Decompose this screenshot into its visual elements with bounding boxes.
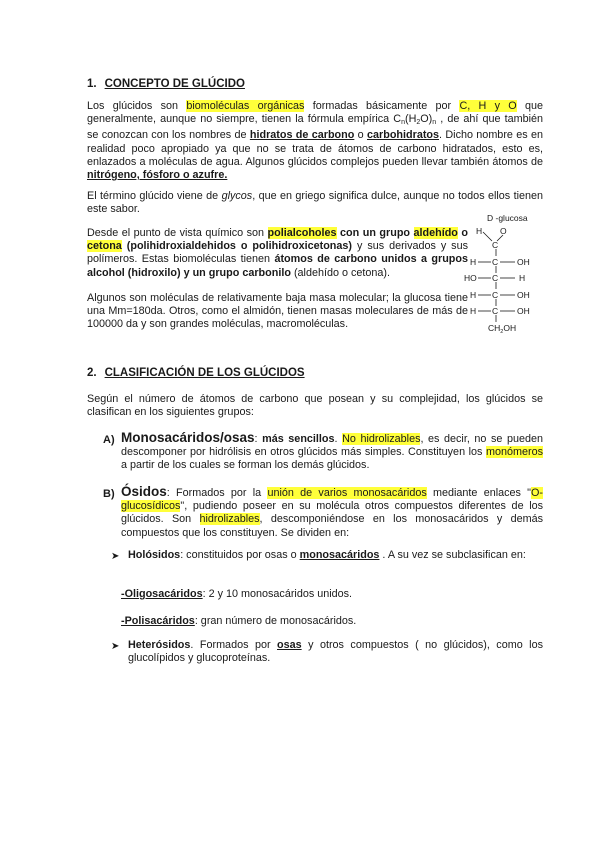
atom-h-3: H	[519, 273, 526, 283]
term-monosacaridos: Monosacáridos/osas	[121, 430, 255, 445]
text: : Formados por la	[166, 487, 268, 499]
highlight-chy: C, H y O	[459, 100, 517, 112]
term-osas: osas	[277, 639, 302, 651]
atom-ch2oh	[488, 323, 516, 335]
term-carbohidratos: carbohidratos	[367, 129, 440, 142]
text: : 2 y 10 monosacáridos unidos.	[202, 588, 353, 600]
paragraph-classification-intro: Según el número de átomos de carbono que posean y su complejidad, los glúcidos se clasifican en los siguientes grupos:	[87, 393, 543, 419]
arrow-bullet-icon: ➤	[111, 551, 120, 562]
atom-c3: C	[492, 273, 499, 283]
text: Desde el punto de vista químico son	[87, 227, 268, 239]
paragraph-definition	[87, 100, 543, 182]
text: (polihidroxialdehidos o polihidroxicetonas)	[121, 240, 353, 253]
item-b-label: B)	[103, 488, 115, 500]
highlight-hidrolizables: hidrolizables	[199, 513, 260, 526]
atom-h-2: H	[470, 257, 477, 267]
section-1-title: CONCEPTO DE GLÚCIDO	[104, 78, 245, 90]
text: : constituidos por osas o	[180, 549, 300, 561]
item-a-monosacaridos	[121, 431, 543, 473]
ch2oh-oh: OH	[503, 323, 517, 333]
term-nitrogeno: nitrógeno, fósforo o azufre.	[87, 169, 228, 182]
text: mediante enlaces "	[426, 487, 532, 499]
text: Los glúcidos son	[87, 100, 187, 112]
term-holosidos: Holósidos	[128, 549, 181, 561]
atom-c2: C	[492, 257, 499, 267]
term-hidratos: hidratos de carbono	[249, 129, 355, 142]
atom-oh-2: OH	[517, 257, 530, 267]
text: y otros compuestos ( no glúcidos), como los glucolípidos y glucoproteínas.	[128, 639, 543, 665]
text: , es decir, no se pueden descomponer por hidrólisis en otros glúcidos más simples. Constituyen los	[121, 433, 543, 459]
ch2oh-sub: 2	[500, 329, 504, 335]
text: , de ahí que también se conozcan con los nombres de	[87, 113, 543, 142]
atom-h-4: H	[470, 290, 477, 300]
bond	[483, 232, 492, 241]
text: o	[457, 227, 468, 239]
subscript: 2	[416, 119, 421, 127]
text: (H	[404, 113, 417, 126]
glucose-figure-title: D -glucosa	[487, 213, 528, 223]
atom-o-top: O	[500, 226, 507, 236]
highlight-union: unión de varios monosacáridos	[267, 487, 427, 499]
highlight-no-hidrolizables: No hidrolizables	[342, 433, 421, 445]
highlight-cetona: cetona	[87, 240, 122, 253]
atom-oh-4: OH	[517, 290, 530, 300]
text: :	[254, 433, 263, 445]
text: o	[354, 129, 368, 142]
term-monosacaridos-link: monosacáridos	[299, 549, 380, 561]
highlight-polialcoholes: polialcoholes	[267, 227, 337, 239]
term-heterosidos: Heterósidos	[128, 639, 191, 651]
atom-h-top: H	[476, 226, 483, 236]
subtype-polisacaridos	[121, 615, 541, 628]
term-mas-sencillos: más sencillos	[262, 433, 335, 445]
term-oligosacaridos: -Oligosacáridos	[121, 588, 203, 600]
text: , descomponiéndose en los monosacáridos y demás compuestos que los constituyen. Se dividen en:	[121, 513, 543, 539]
atom-h-5: H	[470, 306, 477, 316]
text: ", pudiendo poseer en su molécula otros compuestos diferentes de los glúcidos. Son	[121, 500, 543, 526]
text: , que en griego significa dulce, aunque no todos ellos tienen este sabor.	[87, 190, 543, 216]
subtype-oligosacaridos	[121, 588, 541, 601]
text: y sus derivados y sus polímeros. Estas biomoléculas tienen	[87, 240, 468, 266]
atom-oh-5: OH	[517, 306, 530, 316]
paragraph-chemistry	[87, 227, 468, 280]
subscript: n	[401, 119, 405, 127]
section-1-number: 1.	[87, 78, 97, 90]
item-b-osidos	[121, 485, 543, 540]
ch2oh-ch: CH	[488, 323, 501, 333]
highlight-aldehido: aldehído	[413, 227, 458, 239]
atom-c5: C	[492, 306, 499, 316]
highlight-biomoleculas: biomoléculas orgánicas	[186, 100, 305, 112]
paragraph-mass: Algunos son moléculas de relativamente baja masa molecular; la glucosa tiene una Mm=180da. Otros, como el almidón, tienen masas moleculares de más de 100000 da y son grandes moléculas, macromoléculas.	[87, 292, 468, 331]
text: a partir de los cuales se forman los demás glúcidos.	[121, 459, 370, 472]
term-osidos: Ósidos	[121, 484, 167, 499]
text: . Formados por	[190, 639, 278, 651]
text: : gran número de monosacáridos.	[194, 615, 357, 627]
item-a-label: A)	[103, 434, 115, 446]
section-2-title: CLASIFICACIÓN DE LOS GLÚCIDOS	[104, 367, 305, 379]
section-1-heading	[87, 78, 245, 90]
term-glycos: glycos	[221, 190, 253, 202]
section-2-number: 2.	[87, 367, 97, 379]
text: O)	[420, 113, 433, 126]
atom-c4: C	[492, 290, 499, 300]
bullet-heterosidos	[128, 639, 543, 665]
section-2-heading	[87, 367, 305, 379]
glucose-structure-figure	[464, 208, 552, 338]
term-atomos: átomos de carbono unidos a grupos alcohol (hidroxilo) y un grupo carbonilo	[87, 253, 468, 279]
term-polisacaridos: -Polisacáridos	[121, 615, 195, 627]
subscript: n	[432, 119, 437, 127]
text: que generalmente, aunque no siempre, tienen la fórmula empírica C	[87, 100, 544, 126]
atom-c1: C	[492, 240, 499, 250]
highlight-o-glucosidicos: O-glucosídicos	[121, 487, 544, 513]
bullet-holosidos	[128, 549, 543, 562]
text: con un grupo	[336, 227, 414, 239]
text: .	[334, 433, 343, 445]
text: . A su vez se subclasifican en:	[379, 549, 526, 561]
text: El término glúcido viene de	[87, 190, 222, 202]
text: (aldehído o cetona).	[290, 266, 390, 279]
text: . Dicho nombre es en realidad poco apropiado ya que no se trata de átomos de carbono hidratados, esto es, enlazados a moléculas de agua. Algunos glúcidos complejos pueden llevar también átomos de	[87, 129, 543, 168]
highlight-monomeros: monómeros	[485, 446, 543, 459]
arrow-bullet-icon: ➤	[111, 641, 120, 652]
text: formadas básicamente por	[304, 100, 460, 112]
atom-ho-3: HO	[464, 273, 477, 283]
